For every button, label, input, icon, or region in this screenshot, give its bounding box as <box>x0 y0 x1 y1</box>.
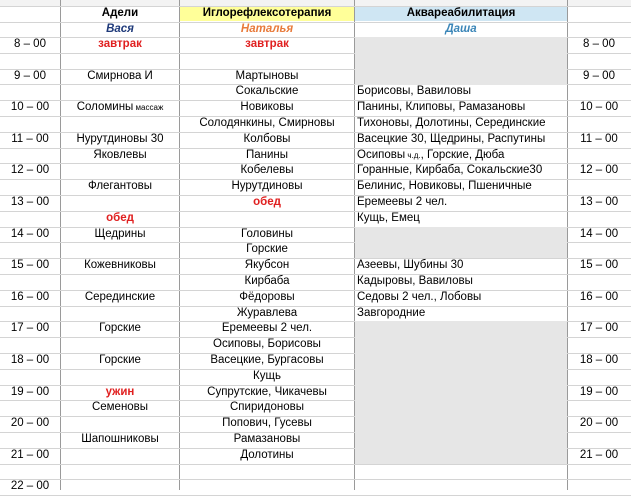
time-cell[interactable] <box>0 400 60 415</box>
igloref-cell[interactable]: Панины <box>245 149 289 161</box>
adeli-cell-text: завтрак <box>98 38 142 50</box>
adeli-cell[interactable] <box>61 242 179 257</box>
akvareab-cell[interactable] <box>357 100 567 115</box>
adeli-cell[interactable] <box>61 227 179 242</box>
time-cell-right[interactable]: 17 – 00 <box>579 322 619 334</box>
akvareab-cell[interactable] <box>357 195 567 210</box>
akvareab-cell[interactable] <box>357 227 567 242</box>
igloref-cell[interactable] <box>180 479 354 494</box>
akvareab-cell[interactable] <box>357 148 567 163</box>
time-cell-right[interactable]: 21 – 00 <box>579 449 619 461</box>
adeli-cell[interactable] <box>61 100 179 115</box>
time-cell[interactable]: 13 – 00 <box>10 196 50 208</box>
akvareab-cell-text: Завгородние <box>357 307 426 319</box>
adeli-cell[interactable] <box>61 448 179 463</box>
time-cell[interactable] <box>0 53 60 68</box>
igloref-cell[interactable]: Колбовы <box>243 133 291 145</box>
adeli-cell-text: Семеновы <box>91 401 149 413</box>
time-cell[interactable]: 14 – 00 <box>10 228 50 240</box>
igloref-cell[interactable]: Головины <box>241 228 293 240</box>
akvareab-cell[interactable] <box>357 464 567 479</box>
akvareab-cell[interactable] <box>357 211 567 226</box>
akvareab-cell-text: Борисовы, Вавиловы <box>357 85 472 97</box>
time-cell[interactable]: 22 – 00 <box>10 480 50 492</box>
igloref-cell[interactable]: Новиковы <box>240 101 294 113</box>
time-cell[interactable] <box>0 179 60 194</box>
time-cell[interactable]: 10 – 00 <box>10 101 50 113</box>
akvareab-cell[interactable] <box>357 479 567 494</box>
adeli-cell[interactable] <box>61 353 179 368</box>
time-cell-right[interactable]: 10 – 00 <box>579 101 619 113</box>
time-cell[interactable]: 16 – 00 <box>10 291 50 303</box>
igloref-cell[interactable]: Долотины <box>240 449 294 461</box>
adeli-cell-text: Горские <box>99 354 141 366</box>
akvareab-cell-text: Тихоновы, Долотины, Серединские <box>357 117 546 129</box>
akvareab-cell[interactable] <box>357 258 567 273</box>
time-cell-right[interactable]: 18 – 00 <box>579 354 619 366</box>
time-cell[interactable]: 20 – 00 <box>10 417 50 429</box>
subheader-vasya[interactable]: Вася <box>106 23 134 35</box>
adeli-cell-text: Шапошниковы <box>81 433 159 445</box>
akvareab-cell-text: Осиповы <box>357 149 406 161</box>
adeli-cell-text: Горские <box>99 322 141 334</box>
igloref-cell[interactable]: Солодянкины, Смирновы <box>199 117 335 129</box>
akvareab-cell-text-rest: , Горские, Дюба <box>420 149 505 161</box>
header-igloref[interactable]: Иглорефлексотерапия <box>180 6 354 21</box>
time-cell[interactable]: 18 – 00 <box>10 354 50 366</box>
akvareab-cell-text: Горанные, Кирбаба, Сокальские30 <box>357 164 543 176</box>
time-cell[interactable]: 12 – 00 <box>10 164 50 176</box>
igloref-cell[interactable] <box>180 464 354 479</box>
igloref-cell[interactable]: Кирбаба <box>244 275 290 287</box>
header-adeli[interactable]: Адели <box>101 7 139 19</box>
akvareab-cell[interactable] <box>357 116 567 131</box>
akvareab-cell-text: Панины, Клиповы, Рамазановы <box>357 101 526 113</box>
akvareab-cell[interactable] <box>357 432 567 447</box>
adeli-cell[interactable] <box>61 148 179 163</box>
igloref-cell[interactable]: Фёдоровы <box>239 291 295 303</box>
akvareab-cell[interactable] <box>357 321 567 336</box>
akvareab-cell[interactable] <box>357 163 567 178</box>
adeli-cell[interactable] <box>61 37 179 52</box>
akvareab-cell[interactable] <box>357 353 567 368</box>
adeli-cell-text: Смирнова И <box>87 70 153 82</box>
akvareab-cell[interactable] <box>357 306 567 321</box>
adeli-cell[interactable] <box>61 163 179 178</box>
time-cell-right[interactable]: 9 – 00 <box>583 70 615 82</box>
adeli-cell[interactable] <box>61 416 179 431</box>
subheader-dasha[interactable]: Даша <box>445 23 477 35</box>
akvareab-cell-text: Азеевы, Шубины 30 <box>357 259 464 271</box>
time-cell-right[interactable]: 19 – 00 <box>579 386 619 398</box>
row-separator <box>0 22 631 23</box>
adeli-cell[interactable] <box>61 195 179 210</box>
igloref-cell[interactable]: Журавлева <box>236 307 298 319</box>
akvareab-cell[interactable] <box>357 337 567 352</box>
adeli-cell[interactable] <box>61 274 179 289</box>
adeli-cell[interactable] <box>61 290 179 305</box>
time-cell[interactable]: 9 – 00 <box>14 70 46 82</box>
subheader-natalya[interactable]: Наталья <box>240 23 294 35</box>
adeli-cell[interactable] <box>61 306 179 321</box>
adeli-cell[interactable] <box>61 179 179 194</box>
adeli-cell-text: Серединские <box>84 291 156 303</box>
adeli-cell-text: Яковлевы <box>93 149 147 161</box>
time-cell-right[interactable]: 13 – 00 <box>579 196 619 208</box>
akvareab-cell-text: Еремеевы 2 чел. <box>357 196 448 208</box>
igloref-cell[interactable]: Нурутдиновы <box>231 180 303 192</box>
akvareab-cell-text: Васецкие 30, Щедрины, Распутины <box>357 133 546 145</box>
akvareab-note: ч.д. <box>405 151 421 160</box>
time-cell-right[interactable]: 16 – 00 <box>579 291 619 303</box>
adeli-cell-text: Кожевниковы <box>84 259 156 271</box>
time-cell[interactable] <box>0 211 60 226</box>
adeli-cell[interactable] <box>61 432 179 447</box>
akvareab-cell[interactable] <box>357 53 567 68</box>
time-cell[interactable] <box>0 274 60 289</box>
akvareab-cell-text: Седовы 2 чел., Лобовы <box>357 291 482 303</box>
akvareab-cell[interactable] <box>357 37 567 52</box>
akvareab-cell[interactable] <box>357 179 567 194</box>
igloref-cell[interactable]: Еремеевы 2 чел. <box>221 322 313 334</box>
akvareab-cell[interactable] <box>357 274 567 289</box>
adeli-cell[interactable] <box>61 69 179 84</box>
akvareab-cell-text: Белинис, Новиковы, Пшеничные <box>357 180 532 192</box>
igloref-cell[interactable]: обед <box>253 196 281 208</box>
akvareab-cell[interactable] <box>357 242 567 257</box>
time-cell[interactable] <box>0 432 60 447</box>
time-cell[interactable] <box>0 337 60 352</box>
akvareab-cell-text: Кущь, Емец <box>357 212 420 224</box>
igloref-cell[interactable] <box>180 53 354 68</box>
time-cell[interactable] <box>0 369 60 384</box>
adeli-cell[interactable] <box>61 258 179 273</box>
time-cell-right[interactable]: 11 – 00 <box>580 133 618 145</box>
adeli-cell-text: Нурутдиновы 30 <box>76 133 164 145</box>
header-akvareab[interactable]: Аквареабилитация <box>355 6 567 21</box>
akvareab-cell[interactable] <box>357 385 567 400</box>
time-cell-right[interactable]: 14 – 00 <box>579 228 619 240</box>
adeli-cell[interactable] <box>61 479 179 494</box>
adeli-cell[interactable] <box>61 400 179 415</box>
igloref-cell[interactable]: Мартыновы <box>235 70 299 82</box>
adeli-cell-text: ужин <box>105 386 135 398</box>
adeli-cell[interactable] <box>61 369 179 384</box>
akvareab-cell[interactable] <box>357 290 567 305</box>
adeli-cell-text: Флегантовы <box>87 180 153 192</box>
time-cell[interactable]: 15 – 00 <box>10 259 50 271</box>
adeli-cell-text: Соломины <box>76 101 134 113</box>
igloref-cell[interactable]: завтрак <box>245 38 289 50</box>
time-cell[interactable]: 17 – 00 <box>10 322 50 334</box>
time-cell[interactable] <box>0 148 60 163</box>
time-cell[interactable]: 8 – 00 <box>14 38 46 50</box>
time-cell-right[interactable]: 20 – 00 <box>579 417 619 429</box>
time-cell-right[interactable]: 12 – 00 <box>579 164 619 176</box>
igloref-cell[interactable]: Горские <box>246 243 288 255</box>
igloref-cell[interactable]: Кобелевы <box>240 164 294 176</box>
igloref-cell[interactable] <box>180 211 354 226</box>
akvareab-cell[interactable] <box>357 369 567 384</box>
akvareab-cell[interactable] <box>357 416 567 431</box>
adeli-cell[interactable] <box>61 321 179 336</box>
igloref-cell[interactable]: Попович, Гусевы <box>222 417 312 429</box>
adeli-cell[interactable] <box>61 337 179 352</box>
adeli-cell[interactable] <box>61 132 179 147</box>
time-cell-right[interactable]: 15 – 00 <box>579 259 619 271</box>
time-cell[interactable] <box>0 84 60 99</box>
akvareab-cell[interactable] <box>357 84 567 99</box>
adeli-cell-text: Щедрины <box>94 228 146 240</box>
igloref-cell[interactable]: Рамазановы <box>233 433 301 445</box>
adeli-cell[interactable] <box>61 53 179 68</box>
igloref-cell[interactable]: Сокальские <box>235 85 299 97</box>
time-cell[interactable]: 21 – 00 <box>10 449 50 461</box>
igloref-cell[interactable]: Якубсон <box>244 259 290 271</box>
time-cell[interactable] <box>0 242 60 257</box>
akvareab-cell[interactable] <box>357 132 567 147</box>
time-cell[interactable] <box>0 306 60 321</box>
akvareab-cell-text: Кадыровы, Вавиловы <box>357 275 473 287</box>
adeli-note: массаж <box>133 103 164 112</box>
igloref-cell[interactable]: Осиповы, Борисовы <box>213 338 321 350</box>
time-cell[interactable]: 11 – 00 <box>11 133 49 145</box>
adeli-cell-text: обед <box>106 212 134 224</box>
time-cell[interactable] <box>0 464 60 479</box>
time-cell-right[interactable]: 8 – 00 <box>583 38 615 50</box>
adeli-cell[interactable] <box>61 211 179 226</box>
igloref-cell[interactable]: Спиридоновы <box>229 401 304 413</box>
adeli-cell[interactable] <box>61 116 179 131</box>
akvareab-cell[interactable] <box>357 69 567 84</box>
akvareab-cell[interactable] <box>357 400 567 415</box>
igloref-cell[interactable]: Кущь <box>253 370 281 382</box>
row-separator <box>0 6 631 7</box>
adeli-cell[interactable] <box>61 464 179 479</box>
time-cell[interactable]: 19 – 00 <box>10 386 50 398</box>
adeli-cell[interactable] <box>61 84 179 99</box>
igloref-cell[interactable]: Васецкие, Бургасовы <box>210 354 324 366</box>
igloref-cell[interactable]: Супрутские, Чикачевы <box>207 386 327 398</box>
time-cell[interactable] <box>0 116 60 131</box>
akvareab-cell[interactable] <box>357 448 567 463</box>
adeli-cell[interactable] <box>61 385 179 400</box>
